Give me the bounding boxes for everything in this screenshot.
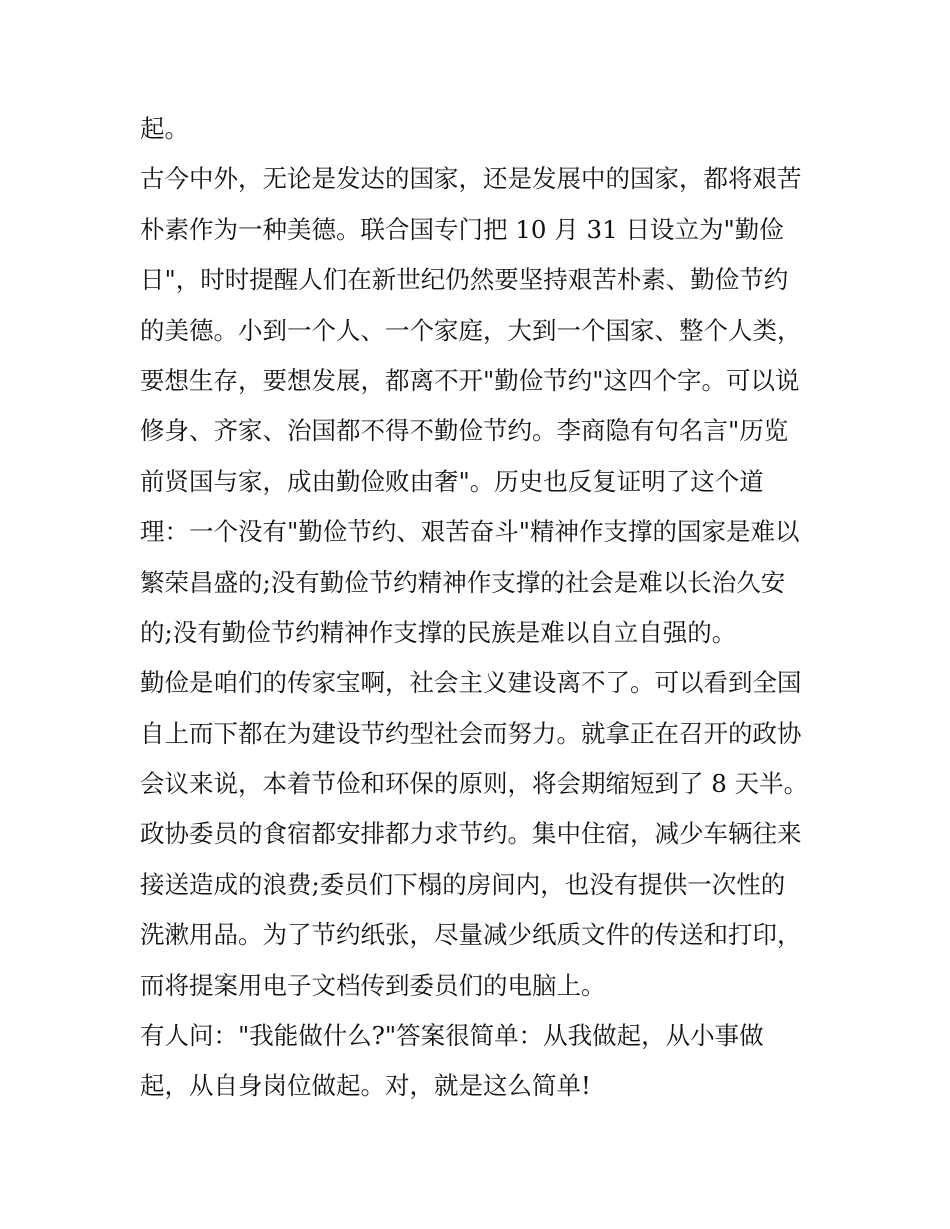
text-line: 自上而下都在为建设节约型社会而努力。就拿正在召开的政协 — [140, 718, 802, 748]
text-line: 朴素作为一种美德。联合国专门把 10 月 31 日设立为"勤俭 — [140, 214, 784, 244]
text-line: 有人问："我能做什么?"答案很简单：从我做起，从小事做 — [140, 1021, 764, 1051]
text-line: 的美德。小到一个人、一个家庭，大到一个国家、整个人类， — [140, 315, 802, 345]
text-line: 的;没有勤俭节约精神作支撑的民族是难以自立自强的。 — [140, 617, 737, 647]
body-text — [140, 104, 820, 1112]
text-line: 古今中外，无论是发达的国家，还是发展中的国家，都将艰苦 — [140, 164, 802, 194]
text-line: 前贤国与家，成由勤俭败由奢"。历史也反复证明了这个道 — [140, 466, 764, 496]
text-line: 会议来说，本着节俭和环保的原则，将会期缩短到了 8 天半。 — [140, 769, 809, 799]
text-line: 接送造成的浪费;委员们下榻的房间内，也没有提供一次性的 — [140, 869, 786, 899]
text-line: 日"，时时提醒人们在新世纪仍然要坚持艰苦朴素、勤俭节约 — [140, 265, 789, 295]
text-line: 而将提案用电子文档传到委员们的电脑上。 — [140, 970, 606, 1000]
text-line: 理：一个没有"勤俭节约、艰苦奋斗"精神作支撑的国家是难以 — [140, 517, 800, 547]
text-line: 修身、齐家、治国都不得不勤俭节约。李商隐有句名言"历览 — [140, 416, 789, 446]
text-line: 繁荣昌盛的;没有勤俭节约精神作支撑的社会是难以长治久安 — [140, 567, 786, 597]
text-line: 起，从自身岗位做起。对，就是这么简单! — [140, 1071, 591, 1101]
text-line: 政协委员的食宿都安排都力求节约。集中住宿，减少车辆往来 — [140, 819, 802, 849]
text-line: 洗漱用品。为了节约纸张，尽量减少纸质文件的传送和打印， — [140, 920, 802, 950]
text-line: 勤俭是咱们的传家宝啊，社会主义建设离不了。可以看到全国 — [140, 668, 802, 698]
text-line: 要想生存，要想发展，都离不开"勤俭节约"这四个字。可以说 — [140, 365, 800, 395]
text-line: 起。 — [140, 114, 189, 143]
